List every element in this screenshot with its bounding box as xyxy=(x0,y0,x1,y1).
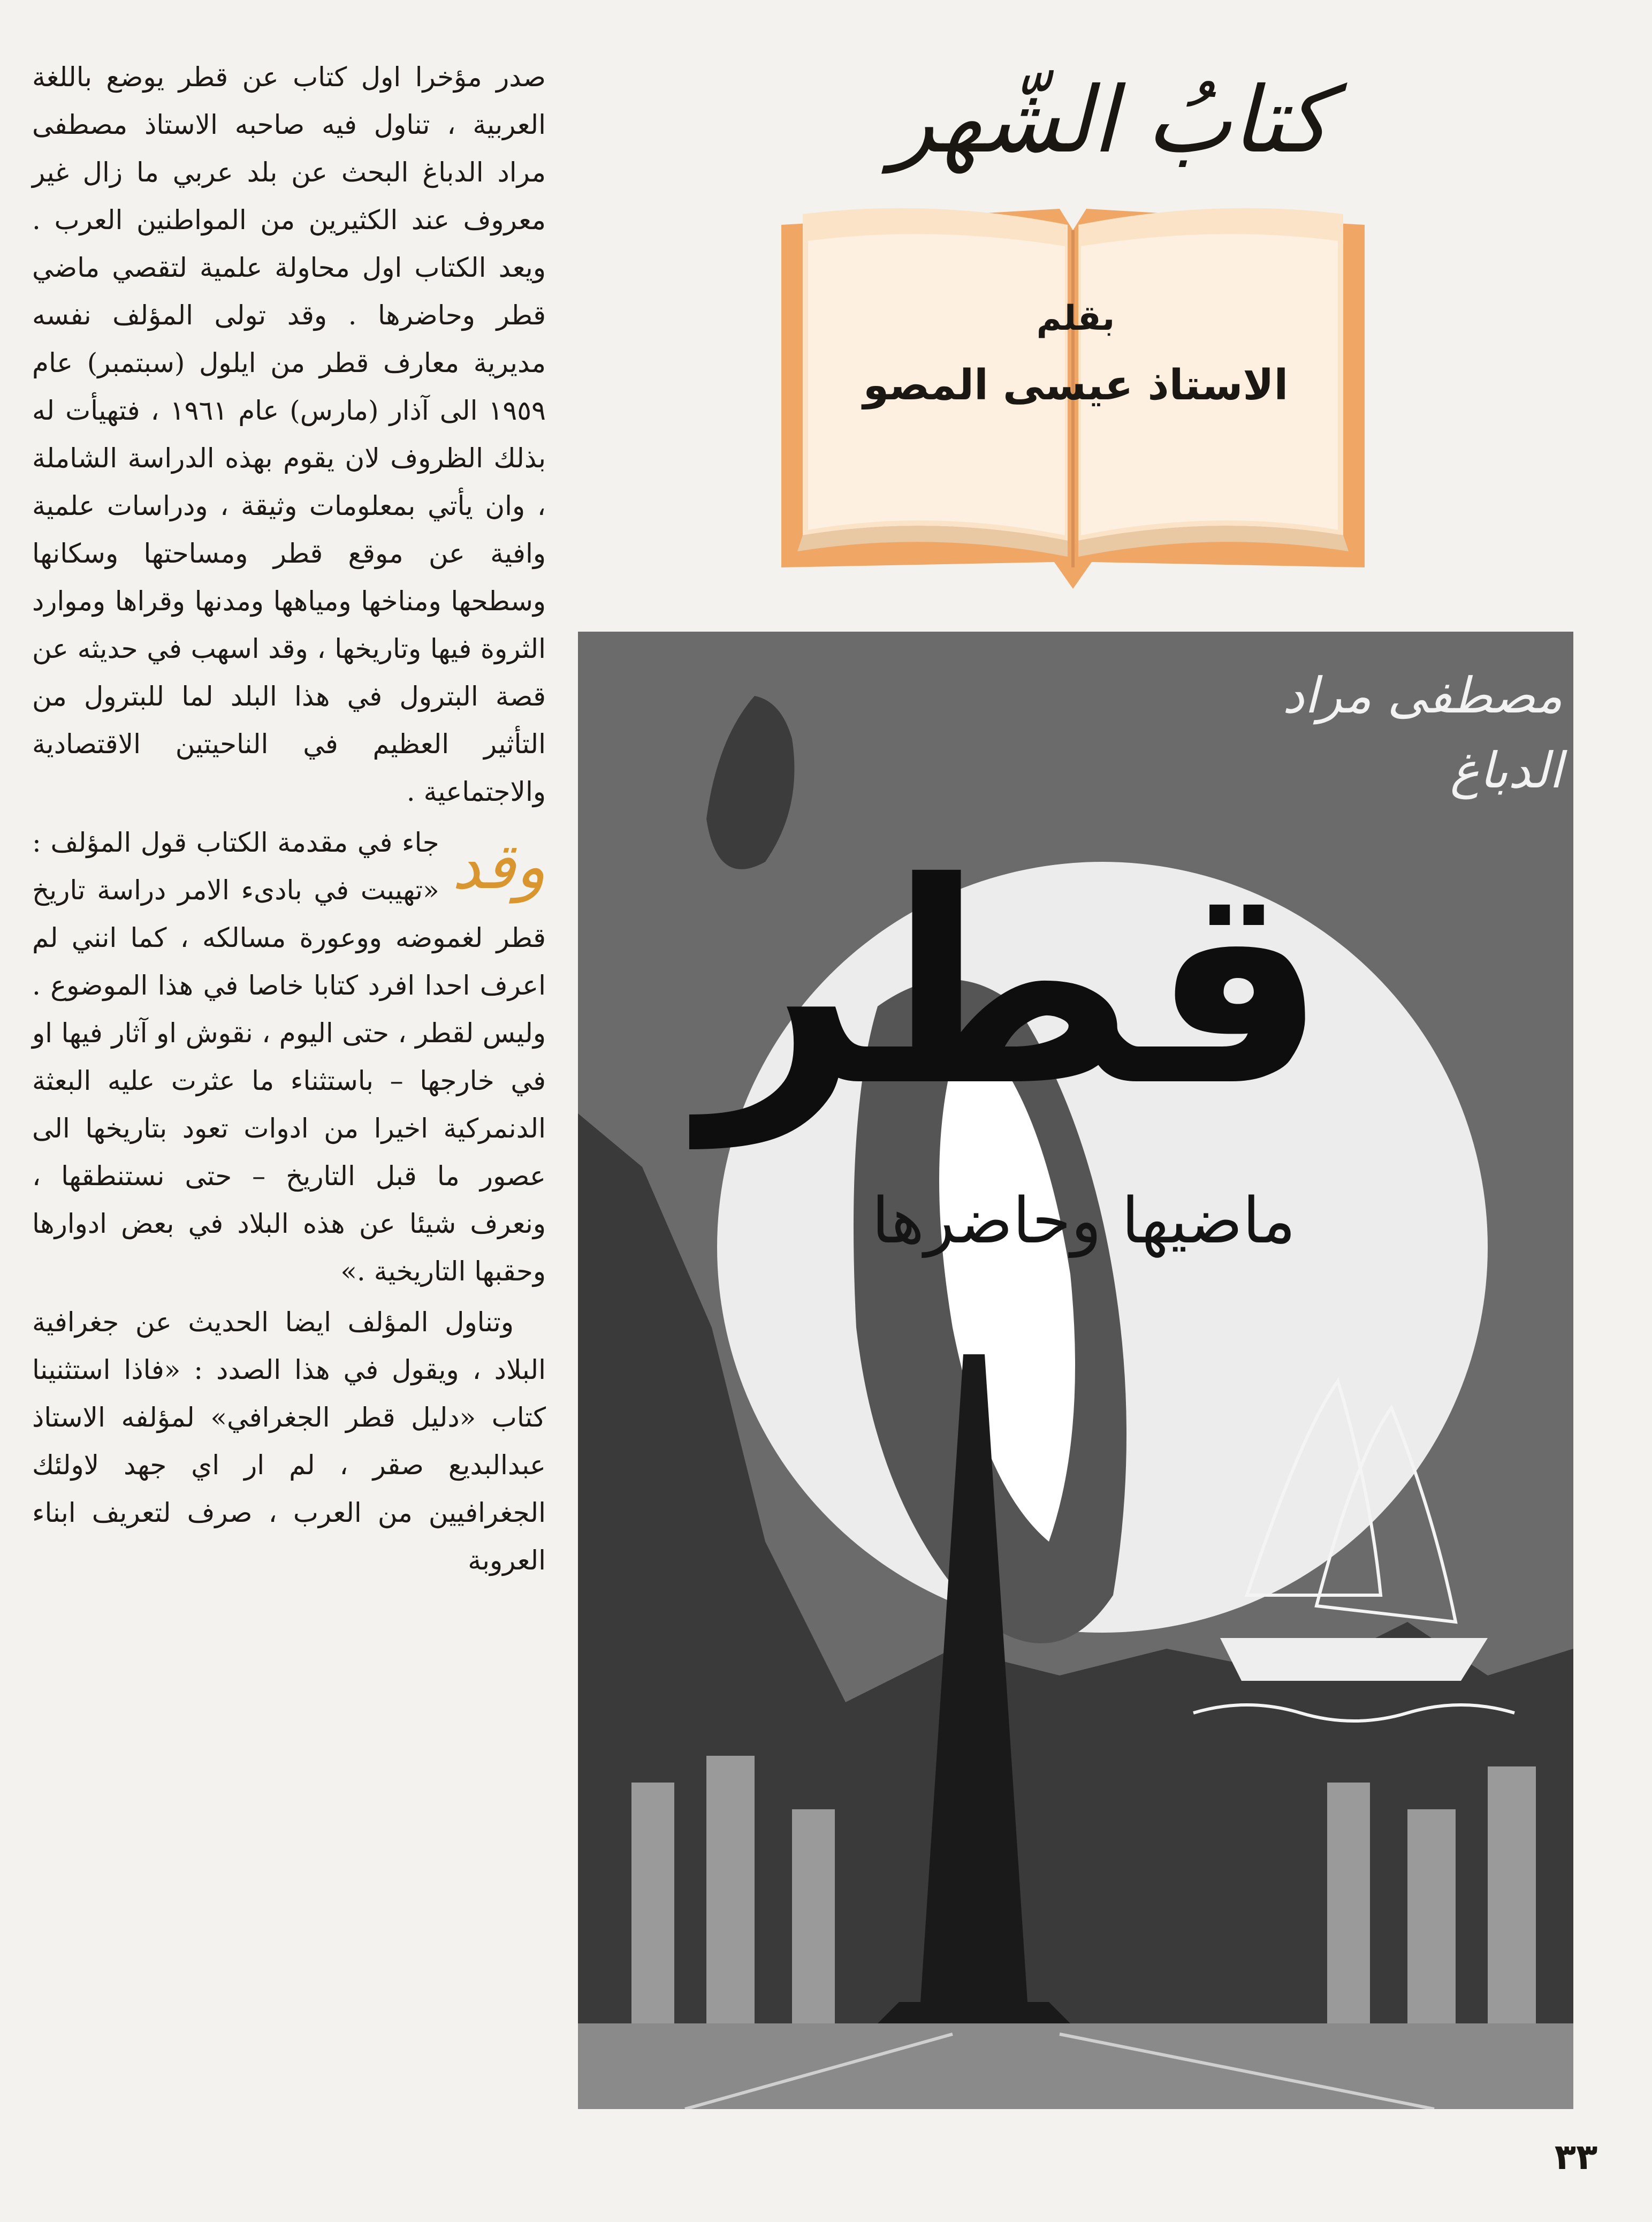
article-column xyxy=(32,54,546,1588)
article-paragraph-2-text: جاء في مقدمة الكتاب قول المؤلف : «تهيبت في بادىء الامر دراسة تاريخ قطر لغموضه ووعورة مسالكه ، كما انني لم اعرف احدا افرد كتابا خاصا في هذا الموضوع . وليس لقطر ، حتى اليوم ، نقوش او آثار فيها او في خارجها – باستثناء ما عثرت عليه البعثة الدنمركية اخيرا من ادوات تعود بتاريخها الى عصور ما قبل التاريخ – حتى نستنطقها ، ونعرف شيئا عن هذه البلاد في بعض ادوارها وحقبها التاريخية .» xyxy=(32,827,546,1287)
article-paragraph-3: وتناول المؤلف ايضا الحديث عن جغرافية البلاد ، ويقول في هذا الصدد : «فاذا استثنينا كتاب «دليل قطر الجغرافي» لمؤلفه الاستاذ عبدالبديع صقر ، لم ار اي جهد لاولئك الجغرافيين من العرب ، صرف لتعريف ابناء العروبة xyxy=(32,1307,546,1576)
book-card-text xyxy=(856,289,1295,423)
page-number: ٣٣ xyxy=(1554,2136,1598,2178)
section-title: كتابُ الشّهر xyxy=(890,67,1330,173)
cover-author: مصطفى مراد الدباغ xyxy=(1282,667,1563,799)
article-author: الاستاذ عيسى المصو xyxy=(863,361,1289,409)
cover-title: قطر xyxy=(701,823,1327,1147)
article-paragraph-2 xyxy=(32,819,546,1295)
cover-subtitle: ماضيها وحاضرها xyxy=(871,1184,1296,1257)
byline: بقلم xyxy=(1036,299,1115,338)
article-paragraph-1: صدر مؤخرا اول كتاب عن قطر يوضع باللغة العربية ، تناول فيه صاحبه الاستاذ مصطفى مراد الدباغ البحث عن بلد عربي ما زال غير معروف عند الكثيرين من المواطنين العرب . ويعد الكتاب اول محاولة علمية لتقصي ماضي قطر وحاضرها . وقد تولى المؤلف نفسه مديرية معارف قطر من ايلول (سبتمبر) عام ١٩٥٩ الى آذار (مارس) عام ١٩٦١ ، فتهيأت له بذلك الظروف لان يقوم بهذه الدراسة الشاملة ، وان يأتي بمعلومات وثيقة ، ودراسات علمية وافية عن موقع قطر ومساحتها وسكانها وسطحها ومناخها ومياهها ومدنها وقراها وموارد الثروة فيها وتاريخها ، وقد اسهب في حديثه عن قصة البترول في هذا البلد لما للبترول من التأثير العظيم في الناحيتين الاقتصادية والاجتماعية . xyxy=(32,62,546,807)
drop-word: وقد xyxy=(452,829,546,903)
